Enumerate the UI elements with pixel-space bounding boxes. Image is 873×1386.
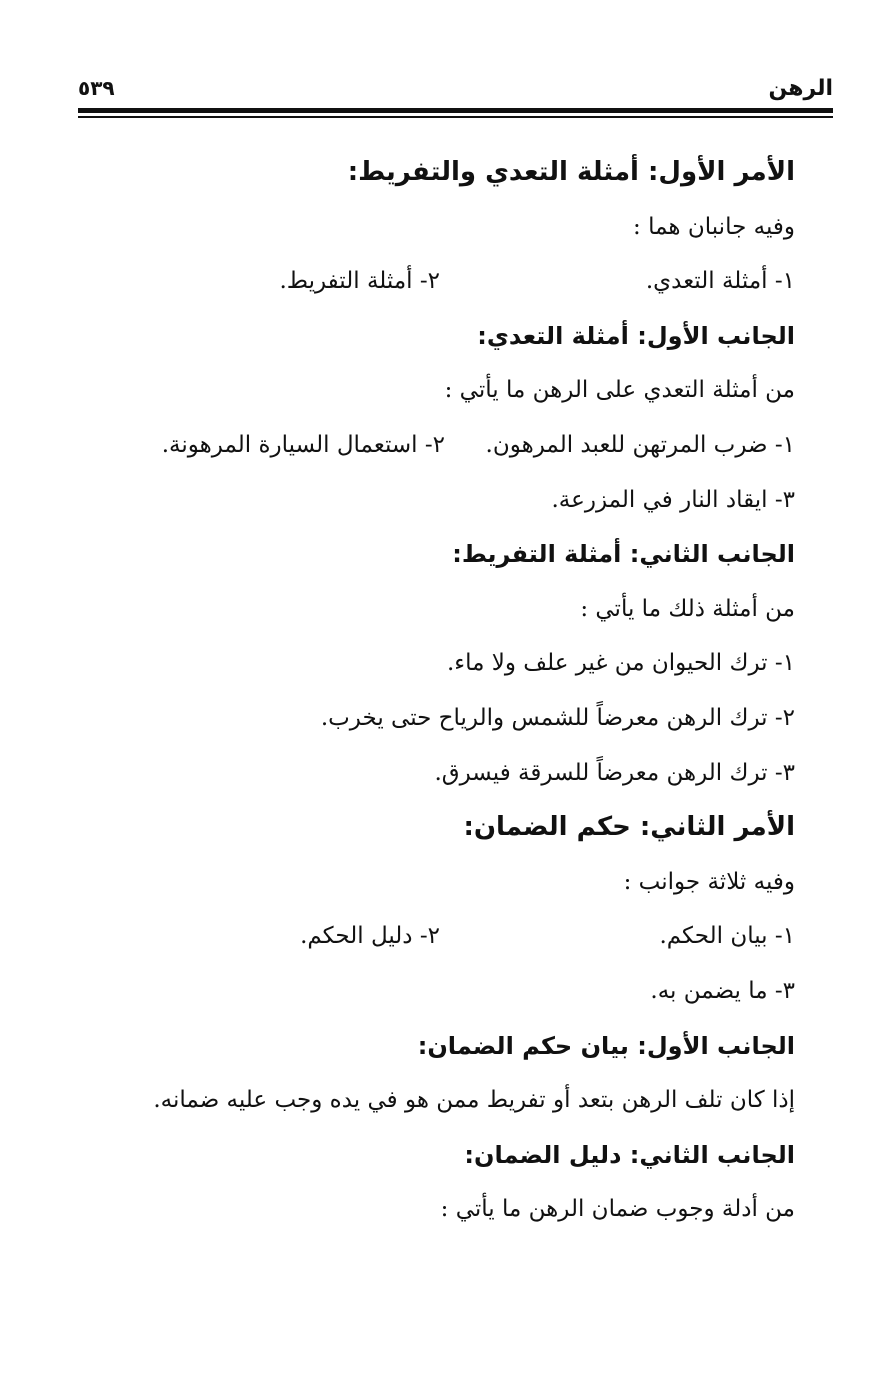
subsection-heading-transgression-examples: [90, 309, 795, 364]
paragraph-line: [90, 855, 795, 910]
two-column-list-line: [90, 909, 795, 964]
list-item: ٢- أمثلة التفريط.: [279, 268, 440, 295]
list-item: ١- ترك الحيوان من غير علف ولا ماء.: [446, 650, 795, 677]
paragraph-text: من أمثلة التعدي على الرهن ما يأتي :: [444, 377, 795, 404]
paragraph-line: [90, 200, 795, 255]
section-heading-second-matter: [90, 800, 795, 855]
list-item: ٣- ايقاد النار في المزرعة.: [551, 486, 795, 513]
heading-text: الأمر الثاني: حكم الضمان:: [463, 812, 795, 843]
paragraph-line: [90, 582, 795, 637]
list-item: ٢- استعمال السيارة المرهونة.: [161, 431, 445, 458]
subsection-heading-ruling: [90, 1019, 795, 1074]
header-title: الرهن: [768, 76, 833, 101]
paragraph-text: من أدلة وجوب ضمان الرهن ما يأتي :: [440, 1196, 795, 1223]
two-column-list-line: [90, 418, 795, 473]
heading-text: الجانب الأول: أمثلة التعدي:: [477, 321, 795, 350]
list-item-line: [90, 473, 795, 528]
paragraph-line: [90, 1182, 795, 1237]
list-item: ٢- دليل الحكم.: [300, 923, 440, 950]
list-item: ١- أمثلة التعدي.: [645, 268, 795, 295]
header-rule-thin: [78, 116, 833, 118]
heading-text: الأمر الأول: أمثلة التعدي والتفريط:: [347, 157, 795, 187]
header-rule-thick: [78, 108, 833, 113]
running-header: [78, 70, 833, 110]
list-item-line: [90, 964, 795, 1019]
list-item: ١- بيان الحكم.: [659, 923, 795, 950]
list-item: ٢- ترك الرهن معرضاً للشمس والرياح حتى يخرب.: [320, 704, 795, 731]
list-item-line: [90, 691, 795, 746]
section-heading-first-matter: [90, 145, 795, 200]
paragraph-text: من أمثلة ذلك ما يأتي :: [580, 595, 795, 622]
heading-text: الجانب الأول: بيان حكم الضمان:: [417, 1031, 795, 1060]
heading-text: الجانب الثاني: أمثلة التفريط:: [452, 540, 795, 569]
subsection-heading-negligence-examples: [90, 527, 795, 582]
list-item: ٣- ما يضمن به.: [650, 977, 795, 1004]
page-body: [90, 145, 795, 1237]
list-item-line: [90, 746, 795, 801]
list-item-line: [90, 636, 795, 691]
subsection-heading-evidence: [90, 1128, 795, 1183]
list-item: ١- ضرب المرتهن للعبد المرهون.: [485, 431, 795, 458]
list-item: ٣- ترك الرهن معرضاً للسرقة فيسرق.: [434, 759, 795, 786]
two-column-list-line: [90, 254, 795, 309]
paragraph-line: [90, 363, 795, 418]
paragraph-text: وفيه ثلاثة جوانب :: [623, 868, 795, 895]
paragraph-line: [90, 1073, 795, 1128]
paragraph-text: إذا كان تلف الرهن بتعد أو تفريط ممن هو في يده وجب عليه ضمانه.: [153, 1087, 795, 1114]
page-number: ٥٣٩: [78, 76, 115, 100]
heading-text: الجانب الثاني: دليل الضمان:: [464, 1140, 795, 1169]
paragraph-text: وفيه جانبان هما :: [633, 213, 795, 240]
